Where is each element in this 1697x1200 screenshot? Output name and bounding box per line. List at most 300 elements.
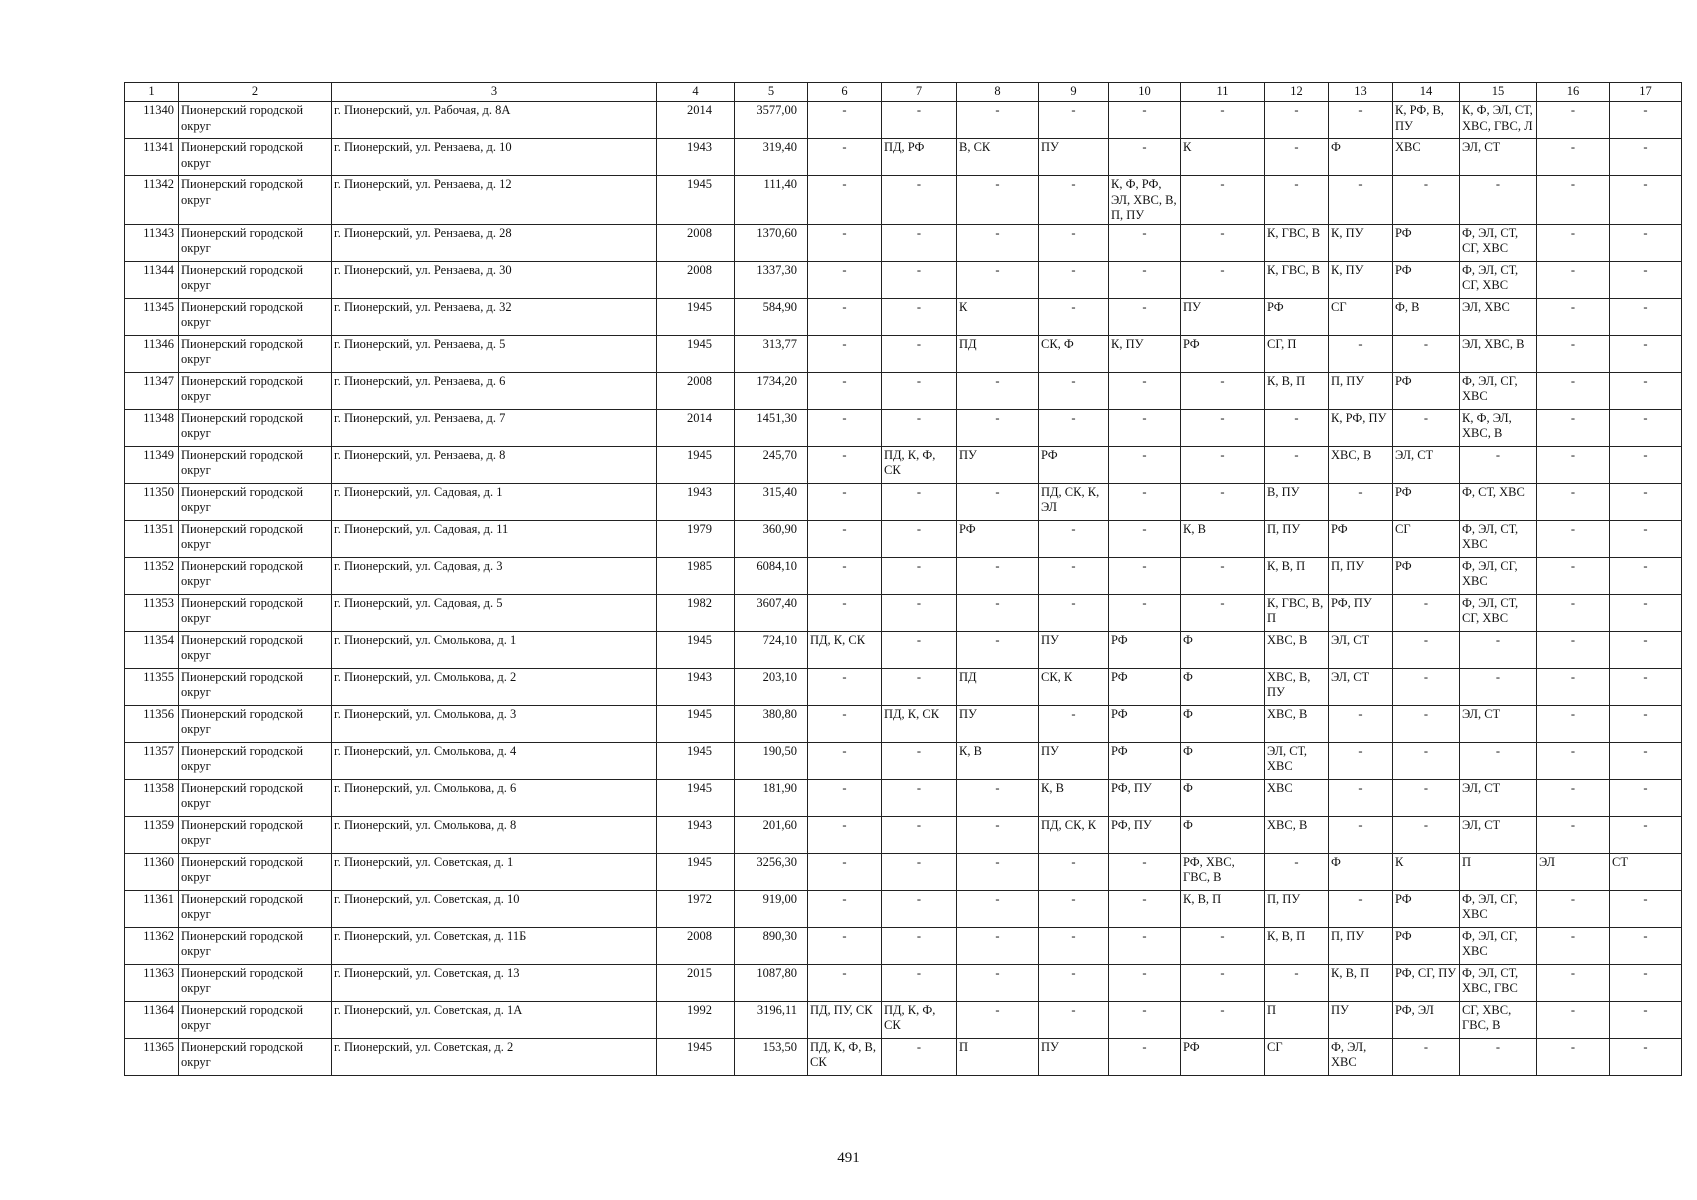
table-cell-col-14: - — [1393, 705, 1460, 742]
table-cell-col-1: 11358 — [125, 779, 179, 816]
table-cell-col-16: - — [1537, 176, 1610, 225]
table-row — [125, 224, 1682, 261]
table-cell-col-2: Пионерский городской округ — [179, 927, 332, 964]
column-header-1: 1 — [125, 83, 179, 102]
table-cell-col-8: - — [957, 631, 1039, 668]
table-cell-col-11: ПУ — [1181, 298, 1265, 335]
table-cell-col-12: К, ГВС, В — [1265, 261, 1329, 298]
table-cell-col-8: - — [957, 409, 1039, 446]
table-cell-col-8: - — [957, 853, 1039, 890]
table-cell-col-7: - — [882, 176, 957, 225]
table-cell-col-4: 1945 — [657, 176, 735, 225]
table-cell-col-16: - — [1537, 816, 1610, 853]
table-cell-col-12: П, ПУ — [1265, 520, 1329, 557]
table-cell-col-2: Пионерский городской округ — [179, 298, 332, 335]
table-cell-col-1: 11360 — [125, 853, 179, 890]
table-cell-col-13: - — [1329, 102, 1393, 139]
table-cell-col-2: Пионерский городской округ — [179, 520, 332, 557]
table-cell-col-15: Ф, ЭЛ, СГ, ХВС — [1460, 927, 1537, 964]
table-cell-col-17: - — [1610, 668, 1682, 705]
table-cell-col-3: г. Пионерский, ул. Рензаева, д. 10 — [332, 139, 657, 176]
table-cell-col-11: - — [1181, 927, 1265, 964]
table-cell-col-16: - — [1537, 779, 1610, 816]
table-cell-col-9: РФ — [1039, 446, 1109, 483]
table-cell-col-2: Пионерский городской округ — [179, 853, 332, 890]
table-cell-col-10: РФ — [1109, 705, 1181, 742]
table-row — [125, 520, 1682, 557]
table-row — [125, 372, 1682, 409]
table-cell-col-16: - — [1537, 742, 1610, 779]
table-cell-col-11: - — [1181, 594, 1265, 631]
table-cell-col-6: - — [808, 176, 882, 225]
column-header-6: 6 — [808, 83, 882, 102]
table-cell-col-13: - — [1329, 705, 1393, 742]
table-cell-col-3: г. Пионерский, ул. Смолькова, д. 1 — [332, 631, 657, 668]
table-cell-col-2: Пионерский городской округ — [179, 335, 332, 372]
table-cell-col-10: - — [1109, 557, 1181, 594]
table-cell-col-4: 2014 — [657, 409, 735, 446]
table-cell-col-17: - — [1610, 1038, 1682, 1075]
table-cell-col-12: - — [1265, 853, 1329, 890]
table-cell-col-11: Ф — [1181, 779, 1265, 816]
table-cell-col-15: Ф, СТ, ХВС — [1460, 483, 1537, 520]
table-cell-col-13: П, ПУ — [1329, 927, 1393, 964]
table-cell-col-10: - — [1109, 1038, 1181, 1075]
table-cell-col-9: - — [1039, 964, 1109, 1001]
table-cell-col-7: ПД, К, Ф, СК — [882, 1001, 957, 1038]
table-cell-col-6: - — [808, 261, 882, 298]
table-cell-col-7: - — [882, 557, 957, 594]
table-cell-col-14: - — [1393, 816, 1460, 853]
table-cell-col-13: РФ, ПУ — [1329, 594, 1393, 631]
table-cell-col-14: - — [1393, 176, 1460, 225]
table-cell-col-4: 1992 — [657, 1001, 735, 1038]
table-cell-col-3: г. Пионерский, ул. Советская, д. 2 — [332, 1038, 657, 1075]
table-cell-col-15: Ф, ЭЛ, СГ, ХВС — [1460, 557, 1537, 594]
table-cell-col-8: - — [957, 176, 1039, 225]
table-cell-col-15: Ф, ЭЛ, СГ, ХВС — [1460, 890, 1537, 927]
table-cell-col-10: К, Ф, РФ, ЭЛ, ХВС, В, П, ПУ — [1109, 176, 1181, 225]
table-cell-col-7: - — [882, 372, 957, 409]
table-cell-col-12: - — [1265, 964, 1329, 1001]
table-cell-col-10: РФ — [1109, 668, 1181, 705]
table-row — [125, 890, 1682, 927]
table-cell-col-8: - — [957, 816, 1039, 853]
table-cell-col-14: РФ — [1393, 557, 1460, 594]
table-row — [125, 446, 1682, 483]
table-cell-col-11: Ф — [1181, 816, 1265, 853]
table-cell-col-9: К, В — [1039, 779, 1109, 816]
table-cell-col-4: 1979 — [657, 520, 735, 557]
table-cell-col-3: г. Пионерский, ул. Смолькова, д. 4 — [332, 742, 657, 779]
table-cell-col-8: - — [957, 102, 1039, 139]
table-row — [125, 742, 1682, 779]
table-cell-col-5: 1734,20 — [735, 372, 808, 409]
table-cell-col-8: РФ — [957, 520, 1039, 557]
table-row — [125, 261, 1682, 298]
table-cell-col-15: ЭЛ, ХВС, В — [1460, 335, 1537, 372]
table-cell-col-7: - — [882, 964, 957, 1001]
column-header-13: 13 — [1329, 83, 1393, 102]
table-cell-col-13: РФ — [1329, 520, 1393, 557]
table-row — [125, 1001, 1682, 1038]
table-cell-col-17: - — [1610, 335, 1682, 372]
table-cell-col-7: - — [882, 594, 957, 631]
table-cell-col-12: - — [1265, 409, 1329, 446]
table-cell-col-14: - — [1393, 779, 1460, 816]
table-cell-col-16: - — [1537, 261, 1610, 298]
table-cell-col-7: - — [882, 742, 957, 779]
table-cell-col-9: СК, К — [1039, 668, 1109, 705]
table-cell-col-13: К, В, П — [1329, 964, 1393, 1001]
table-cell-col-11: - — [1181, 557, 1265, 594]
table-cell-col-16: - — [1537, 520, 1610, 557]
table-cell-col-3: г. Пионерский, ул. Советская, д. 1 — [332, 853, 657, 890]
table-cell-col-15: Ф, ЭЛ, СТ, СГ, ХВС — [1460, 224, 1537, 261]
table-cell-col-5: 584,90 — [735, 298, 808, 335]
table-cell-col-14: - — [1393, 742, 1460, 779]
table-cell-col-9: ПУ — [1039, 1038, 1109, 1075]
table-cell-col-10: - — [1109, 853, 1181, 890]
table-cell-col-4: 1945 — [657, 742, 735, 779]
table-cell-col-12: ХВС, В — [1265, 631, 1329, 668]
table-cell-col-16: - — [1537, 372, 1610, 409]
table-cell-col-3: г. Пионерский, ул. Рабочая, д. 8А — [332, 102, 657, 139]
table-row — [125, 705, 1682, 742]
table-body — [125, 102, 1682, 1076]
table-cell-col-12: СГ, П — [1265, 335, 1329, 372]
table-cell-col-3: г. Пионерский, ул. Смолькова, д. 2 — [332, 668, 657, 705]
table-cell-col-5: 3577,00 — [735, 102, 808, 139]
table-cell-col-1: 11363 — [125, 964, 179, 1001]
table-cell-col-1: 11349 — [125, 446, 179, 483]
table-cell-col-6: - — [808, 705, 882, 742]
table-cell-col-6: - — [808, 520, 882, 557]
column-header-4: 4 — [657, 83, 735, 102]
table-cell-col-11: - — [1181, 483, 1265, 520]
table-cell-col-17: - — [1610, 483, 1682, 520]
table-cell-col-1: 11357 — [125, 742, 179, 779]
table-cell-col-5: 245,70 — [735, 446, 808, 483]
table-row — [125, 816, 1682, 853]
table-cell-col-3: г. Пионерский, ул. Смолькова, д. 3 — [332, 705, 657, 742]
table-cell-col-17: - — [1610, 557, 1682, 594]
table-cell-col-5: 201,60 — [735, 816, 808, 853]
table-cell-col-17: - — [1610, 927, 1682, 964]
table-cell-col-5: 1451,30 — [735, 409, 808, 446]
table-row — [125, 176, 1682, 225]
table-cell-col-5: 111,40 — [735, 176, 808, 225]
table-cell-col-2: Пионерский городской округ — [179, 1001, 332, 1038]
table-cell-col-7: - — [882, 668, 957, 705]
table-cell-col-12: РФ — [1265, 298, 1329, 335]
table-cell-col-4: 1982 — [657, 594, 735, 631]
table-cell-col-15: Ф, ЭЛ, СТ, ХВС — [1460, 520, 1537, 557]
table-cell-col-11: К, В, П — [1181, 890, 1265, 927]
table-cell-col-14: СГ — [1393, 520, 1460, 557]
table-cell-col-6: - — [808, 742, 882, 779]
table-cell-col-12: ХВС, В, ПУ — [1265, 668, 1329, 705]
table-cell-col-16: - — [1537, 964, 1610, 1001]
table-cell-col-3: г. Пионерский, ул. Рензаева, д. 28 — [332, 224, 657, 261]
table-cell-col-4: 1945 — [657, 853, 735, 890]
table-cell-col-7: ПД, РФ — [882, 139, 957, 176]
table-cell-col-3: г. Пионерский, ул. Рензаева, д. 32 — [332, 298, 657, 335]
table-cell-col-11: Ф — [1181, 705, 1265, 742]
table-cell-col-16: - — [1537, 224, 1610, 261]
table-cell-col-7: - — [882, 853, 957, 890]
table-cell-col-4: 1945 — [657, 631, 735, 668]
table-cell-col-13: П, ПУ — [1329, 372, 1393, 409]
table-cell-col-4: 2008 — [657, 927, 735, 964]
table-cell-col-13: ЭЛ, СТ — [1329, 631, 1393, 668]
column-header-14: 14 — [1393, 83, 1460, 102]
table-cell-col-12: П, ПУ — [1265, 890, 1329, 927]
table-cell-col-11: К — [1181, 139, 1265, 176]
table-cell-col-17: - — [1610, 816, 1682, 853]
table-cell-col-5: 203,10 — [735, 668, 808, 705]
table-cell-col-12: В, ПУ — [1265, 483, 1329, 520]
table-cell-col-13: К, РФ, ПУ — [1329, 409, 1393, 446]
table-cell-col-14: РФ — [1393, 890, 1460, 927]
table-cell-col-1: 11350 — [125, 483, 179, 520]
table-cell-col-13: - — [1329, 816, 1393, 853]
table-cell-col-1: 11354 — [125, 631, 179, 668]
table-row — [125, 102, 1682, 139]
table-cell-col-6: - — [808, 853, 882, 890]
table-cell-col-1: 11343 — [125, 224, 179, 261]
table-cell-col-9: - — [1039, 409, 1109, 446]
column-header-10: 10 — [1109, 83, 1181, 102]
table-cell-col-14: РФ — [1393, 224, 1460, 261]
table-cell-col-3: г. Пионерский, ул. Садовая, д. 1 — [332, 483, 657, 520]
table-cell-col-3: г. Пионерский, ул. Рензаева, д. 6 — [332, 372, 657, 409]
table-cell-col-8: К, В — [957, 742, 1039, 779]
table-cell-col-16: - — [1537, 483, 1610, 520]
table-cell-col-2: Пионерский городской округ — [179, 1038, 332, 1075]
table-cell-col-1: 11364 — [125, 1001, 179, 1038]
table-cell-col-5: 181,90 — [735, 779, 808, 816]
table-cell-col-1: 11361 — [125, 890, 179, 927]
table-cell-col-1: 11355 — [125, 668, 179, 705]
table-cell-col-2: Пионерский городской округ — [179, 483, 332, 520]
table-cell-col-4: 1945 — [657, 779, 735, 816]
table-cell-col-13: К, ПУ — [1329, 224, 1393, 261]
table-cell-col-17: - — [1610, 705, 1682, 742]
table-cell-col-15: Ф, ЭЛ, СТ, ХВС, ГВС — [1460, 964, 1537, 1001]
table-cell-col-15: ЭЛ, СТ — [1460, 139, 1537, 176]
table-cell-col-3: г. Пионерский, ул. Советская, д. 13 — [332, 964, 657, 1001]
table-cell-col-6: ПД, К, СК — [808, 631, 882, 668]
table-cell-col-1: 11352 — [125, 557, 179, 594]
table-cell-col-9: - — [1039, 927, 1109, 964]
table-cell-col-10: - — [1109, 594, 1181, 631]
table-cell-col-4: 1945 — [657, 298, 735, 335]
table-cell-col-9: - — [1039, 890, 1109, 927]
table-cell-col-8: - — [957, 261, 1039, 298]
table-cell-col-14: - — [1393, 668, 1460, 705]
table-cell-col-5: 315,40 — [735, 483, 808, 520]
table-cell-col-8: - — [957, 372, 1039, 409]
table-cell-col-4: 1945 — [657, 705, 735, 742]
table-cell-col-12: - — [1265, 139, 1329, 176]
table-cell-col-17: - — [1610, 102, 1682, 139]
table-cell-col-1: 11346 — [125, 335, 179, 372]
table-cell-col-4: 1943 — [657, 483, 735, 520]
table-cell-col-8: - — [957, 557, 1039, 594]
table-cell-col-14: РФ, СГ, ПУ — [1393, 964, 1460, 1001]
table-row — [125, 298, 1682, 335]
table-cell-col-10: - — [1109, 964, 1181, 1001]
table-cell-col-1: 11344 — [125, 261, 179, 298]
table-cell-col-12: ЭЛ, СТ, ХВС — [1265, 742, 1329, 779]
table-cell-col-14: РФ — [1393, 483, 1460, 520]
table-cell-col-13: СГ — [1329, 298, 1393, 335]
page-number: 491 — [837, 1150, 860, 1166]
table-cell-col-5: 890,30 — [735, 927, 808, 964]
table-cell-col-12: К, В, П — [1265, 557, 1329, 594]
table-cell-col-6: - — [808, 557, 882, 594]
table-cell-col-10: РФ, ПУ — [1109, 816, 1181, 853]
table-cell-col-13: - — [1329, 890, 1393, 927]
table-cell-col-11: Ф — [1181, 631, 1265, 668]
table-cell-col-17: - — [1610, 176, 1682, 225]
table-cell-col-9: - — [1039, 298, 1109, 335]
table-cell-col-8: ПУ — [957, 705, 1039, 742]
table-cell-col-10: - — [1109, 446, 1181, 483]
table-cell-col-10: - — [1109, 409, 1181, 446]
table-cell-col-4: 2008 — [657, 372, 735, 409]
table-cell-col-13: Ф, ЭЛ, ХВС — [1329, 1038, 1393, 1075]
table-cell-col-9: - — [1039, 557, 1109, 594]
table-cell-col-10: - — [1109, 102, 1181, 139]
table-cell-col-13: К, ПУ — [1329, 261, 1393, 298]
table-cell-col-6: - — [808, 102, 882, 139]
table-cell-col-2: Пионерский городской округ — [179, 446, 332, 483]
table-cell-col-3: г. Пионерский, ул. Рензаева, д. 30 — [332, 261, 657, 298]
table-cell-col-1: 11347 — [125, 372, 179, 409]
table-cell-col-9: ПД, СК, К, ЭЛ — [1039, 483, 1109, 520]
table-cell-col-8: - — [957, 890, 1039, 927]
table-cell-col-7: - — [882, 409, 957, 446]
table-cell-col-6: - — [808, 927, 882, 964]
table-cell-col-8: - — [957, 779, 1039, 816]
table-cell-col-5: 190,50 — [735, 742, 808, 779]
table-cell-col-17: - — [1610, 446, 1682, 483]
table-cell-col-16: - — [1537, 102, 1610, 139]
table-cell-col-13: Ф — [1329, 139, 1393, 176]
table-cell-col-16: - — [1537, 446, 1610, 483]
table-cell-col-10: - — [1109, 520, 1181, 557]
table-cell-col-3: г. Пионерский, ул. Смолькова, д. 8 — [332, 816, 657, 853]
table-cell-col-4: 1985 — [657, 557, 735, 594]
table-cell-col-9: - — [1039, 594, 1109, 631]
table-cell-col-3: г. Пионерский, ул. Рензаева, д. 7 — [332, 409, 657, 446]
table-cell-col-8: - — [957, 594, 1039, 631]
table-row — [125, 668, 1682, 705]
table-cell-col-15: - — [1460, 1038, 1537, 1075]
table-cell-col-14: К — [1393, 853, 1460, 890]
table-cell-col-10: - — [1109, 261, 1181, 298]
table-cell-col-16: - — [1537, 1038, 1610, 1075]
table-cell-col-13: П, ПУ — [1329, 557, 1393, 594]
table-cell-col-4: 1972 — [657, 890, 735, 927]
table-cell-col-17: - — [1610, 520, 1682, 557]
table-cell-col-2: Пионерский городской округ — [179, 409, 332, 446]
table-cell-col-7: - — [882, 631, 957, 668]
table-cell-col-9: СК, Ф — [1039, 335, 1109, 372]
table-cell-col-5: 919,00 — [735, 890, 808, 927]
table-cell-col-7: - — [882, 779, 957, 816]
table-cell-col-4: 2015 — [657, 964, 735, 1001]
table-row — [125, 927, 1682, 964]
table-cell-col-15: - — [1460, 176, 1537, 225]
table-cell-col-9: ПУ — [1039, 742, 1109, 779]
table-cell-col-2: Пионерский городской округ — [179, 372, 332, 409]
table-cell-col-14: РФ — [1393, 927, 1460, 964]
table-cell-col-5: 380,80 — [735, 705, 808, 742]
table-cell-col-8: В, СК — [957, 139, 1039, 176]
table-cell-col-15: Ф, ЭЛ, СТ, СГ, ХВС — [1460, 261, 1537, 298]
table-cell-col-3: г. Пионерский, ул. Садовая, д. 11 — [332, 520, 657, 557]
table-cell-col-14: ХВС — [1393, 139, 1460, 176]
column-header-11: 11 — [1181, 83, 1265, 102]
table-cell-col-6: - — [808, 594, 882, 631]
table-cell-col-10: - — [1109, 224, 1181, 261]
table-cell-col-16: - — [1537, 705, 1610, 742]
column-header-7: 7 — [882, 83, 957, 102]
table-cell-col-2: Пионерский городской округ — [179, 557, 332, 594]
table-cell-col-2: Пионерский городской округ — [179, 224, 332, 261]
table-cell-col-1: 11356 — [125, 705, 179, 742]
table-cell-col-13: - — [1329, 742, 1393, 779]
table-cell-col-14: Ф, В — [1393, 298, 1460, 335]
table-cell-col-3: г. Пионерский, ул. Смолькова, д. 6 — [332, 779, 657, 816]
column-header-16: 16 — [1537, 83, 1610, 102]
table-cell-col-12: К, В, П — [1265, 927, 1329, 964]
table-cell-col-13: - — [1329, 779, 1393, 816]
table-cell-col-4: 1943 — [657, 816, 735, 853]
register-table-container — [124, 82, 1674, 1076]
table-cell-col-15: - — [1460, 631, 1537, 668]
table-cell-col-11: - — [1181, 261, 1265, 298]
table-cell-col-3: г. Пионерский, ул. Садовая, д. 3 — [332, 557, 657, 594]
table-cell-col-2: Пионерский городской округ — [179, 668, 332, 705]
table-cell-col-12: ХВС, В — [1265, 816, 1329, 853]
table-cell-col-17: - — [1610, 261, 1682, 298]
table-cell-col-14: РФ — [1393, 372, 1460, 409]
table-cell-col-6: - — [808, 779, 882, 816]
table-cell-col-15: К, Ф, ЭЛ, СТ, ХВС, ГВС, Л — [1460, 102, 1537, 139]
table-cell-col-12: К, В, П — [1265, 372, 1329, 409]
table-cell-col-10: - — [1109, 298, 1181, 335]
table-cell-col-16: - — [1537, 631, 1610, 668]
table-cell-col-11: Ф — [1181, 668, 1265, 705]
table-cell-col-7: - — [882, 520, 957, 557]
table-cell-col-4: 2008 — [657, 224, 735, 261]
table-cell-col-1: 11359 — [125, 816, 179, 853]
table-cell-col-2: Пионерский городской округ — [179, 102, 332, 139]
table-cell-col-15: Ф, ЭЛ, СГ, ХВС — [1460, 372, 1537, 409]
table-cell-col-6: - — [808, 298, 882, 335]
table-cell-col-1: 11353 — [125, 594, 179, 631]
table-cell-col-7: - — [882, 890, 957, 927]
table-cell-col-11: РФ, ХВС, ГВС, В — [1181, 853, 1265, 890]
table-cell-col-9: ПД, СК, К — [1039, 816, 1109, 853]
table-cell-col-1: 11351 — [125, 520, 179, 557]
table-cell-col-15: ЭЛ, ХВС — [1460, 298, 1537, 335]
column-header-3: 3 — [332, 83, 657, 102]
